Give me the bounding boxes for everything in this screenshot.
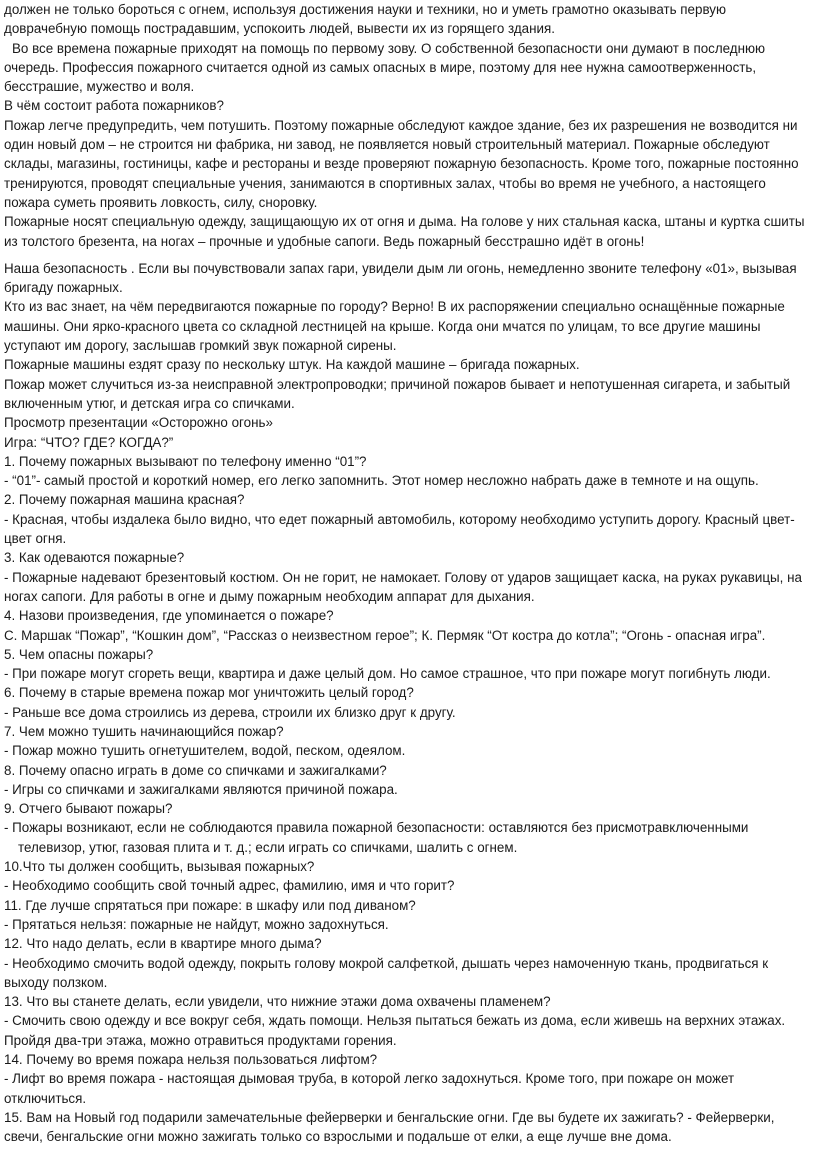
paragraph: 15. Вам на Новый год подарили замечательные фейерверки и бенгальские огни. Где вы будете их зажигать? - Фейерверки, свечи, бенгальские огни можно зажигать только со взрослыми и подальше от елки, а еще лучше вне дома. [4,1109,775,1145]
paragraph: - “01”- самый простой и короткий номер, его легко запомнить. Этот номер несложно набрать даже в темноте и на ощупь. [4,473,759,489]
paragraph: Пожарные носят специальную одежду, защищающую их от огня и дыма. На голове у них стальная каска, штаны и куртка сшиты из толстого брезента, на ногах – прочные и удобные сапоги. Ведь пожарный бесстрашно идёт в огонь! [4,214,805,249]
paragraph: 2. Почему пожарная машина красная? [4,492,245,508]
paragraph: С. Маршак “Пожар”, “Кошкин дом”, “Рассказ о неизвестном герое”; К. Пермяк “От костра до котла”; “Огонь - опасная игра”. [4,627,766,643]
paragraph: - Прятаться нельзя: пожарные не найдут, можно задохнуться. [4,916,389,932]
paragraph: 4. Назови произведения, где упоминается о пожаре? [4,608,334,624]
paragraph: Просмотр презентации «Осторожно огонь» [4,415,273,431]
paragraph: 14. Почему во время пожара нельзя пользоваться лифтом? [4,1052,378,1068]
paragraph: 12. Что надо делать, если в квартире много дыма? [4,936,322,952]
paragraph: 11. Где лучше спрятаться при пожаре: в шкафу или под диваном? [4,897,416,913]
paragraph: Во все времена пожарные приходят на помощь по первому зову. О собственной безопасности они думают в последнюю очередь. Профессия пожарного считается одной из самых опасных в мире, поэтому для нее нужна самоотверженность, бесстрашие, мужество и воля. [4,40,766,95]
paragraph: - Пожар можно тушить огнетушителем, водой, песком, одеялом. [4,743,406,759]
paragraph: - При пожаре могут сгореть вещи, квартира и даже целый дом. Но самое страшное, что при пожаре могут погибнуть люди. [4,666,771,682]
paragraph: - Пожары возникают, если не соблюдаются правила пожарной безопасности: оставляются без присмотравключенными телевизор, утюг, газовая плита и т. д.; если играть со спичками, шалить с огнем. [4,820,749,855]
paragraph: - Красная, чтобы издалека было видно, что едет пожарный автомобиль, которому необходимо уступить дорогу. Красный цвет-цвет огня. [4,511,795,547]
paragraph: - Смочить свою одежду и все вокруг себя, ждать помощи. Нельзя пытаться бежать из дома, если живешь на верхних этажах. Пройдя два-три этажа, можно отравиться продуктами горения. [4,1013,786,1048]
paragraph: Пожар может случиться из-за неисправной электропроводки; причиной пожаров бывает и непотушенная сигарета, и забытый включенным утюг, и детская игра со спичками. [4,376,791,411]
paragraph: 8. Почему опасно играть в доме со спичками и зажигалками? [4,762,387,778]
paragraph: Пожар легче предупредить, чем потушить. Поэтому пожарные обследуют каждое здание, без их разрешения не возводится ни один новый дом – не строится ни фабрика, ни завод, не появляется новый строительный материал. Пожарные обследуют склады, магазины, гостиницы, кафе и рестораны и везде проверяют пожарную безопасность. Кроме того, пожарные постоянно тренируются, проводят специальные учения, занимаются в спортивных залах, чтобы во время не учебного, а настоящего пожара суметь проявить ловкость, силу, сноровку. [4,117,799,210]
paragraph: - Необходимо смочить водой одежду, покрыть голову мокрой салфеткой, дышать через намоченную ткань, продвигаться к выходу ползком. [4,955,769,990]
paragraph: Кто из вас знает, на чём передвигаются пожарные по городу? Верно! В их распоряжении специально оснащённые пожарные машины. Они ярко-красного цвета со складной лестницей на крыше. Когда они мчатся по улицам, то все другие машины уступают им дорогу, заслышав громкий звук пожарной сирены. [4,299,785,354]
paragraph: Пожарные машины ездят сразу по нескольку штук. На каждой машине – бригада пожарных. [4,357,580,373]
paragraph: 9. Отчего бывают пожары? [4,801,173,817]
paragraph: 13. Что вы станете делать, если увидели, что нижние этажи дома охвачены пламенем? [4,994,551,1010]
paragraph: 3. Как одеваются пожарные? [4,550,185,566]
paragraph: должен не только бороться с огнем, используя достижения науки и техники, но и уметь грамотно оказывать первую доврачебную помощь пострадавшим, успокоить людей, вывести их из горящего здания. [4,2,727,37]
paragraph: - Пожарные надевают брезентовый костюм. Он не горит, не намокает. Голову от ударов защищает каска, на руках рукавицы, на ногах сапоги. Для работы в огне и дыму пожарным необходим аппарат для дыхания. [4,569,802,604]
paragraph: 1. Почему пожарных вызывают по телефону именно “01”? [4,453,367,469]
paragraph: 7. Чем можно тушить начинающийся пожар? [4,723,284,739]
paragraph: Игра: “ЧТО? ГДЕ? КОГДА?” [4,434,174,450]
paragraph: В чём состоит работа пожарников? [4,98,224,114]
paragraph: 6. Почему в старые времена пожар мог уничтожить целый город? [4,685,414,701]
paragraph: 10.Что ты должен сообщить, вызывая пожарных? [4,859,315,875]
paragraph: - Игры со спичками и зажигалками являются причиной пожара. [4,781,398,797]
paragraph: 5. Чем опасны пожары? [4,646,154,662]
paragraph: - Лифт во время пожара - настоящая дымовая труба, в которой легко задохнуться. Кроме того, при пожаре он может отключиться. [4,1071,735,1106]
paragraph: - Раньше все дома строились из дерева, строили их близко друг к другу. [4,704,456,720]
paragraph: Наша безопасность . Если вы почувствовали запах гари, увидели дым ли огонь, немедленно звоните телефону «01», вызывая бригаду пожарных. [4,260,797,296]
paragraph: - Необходимо сообщить свой точный адрес, фамилию, имя и что горит? [4,878,455,894]
